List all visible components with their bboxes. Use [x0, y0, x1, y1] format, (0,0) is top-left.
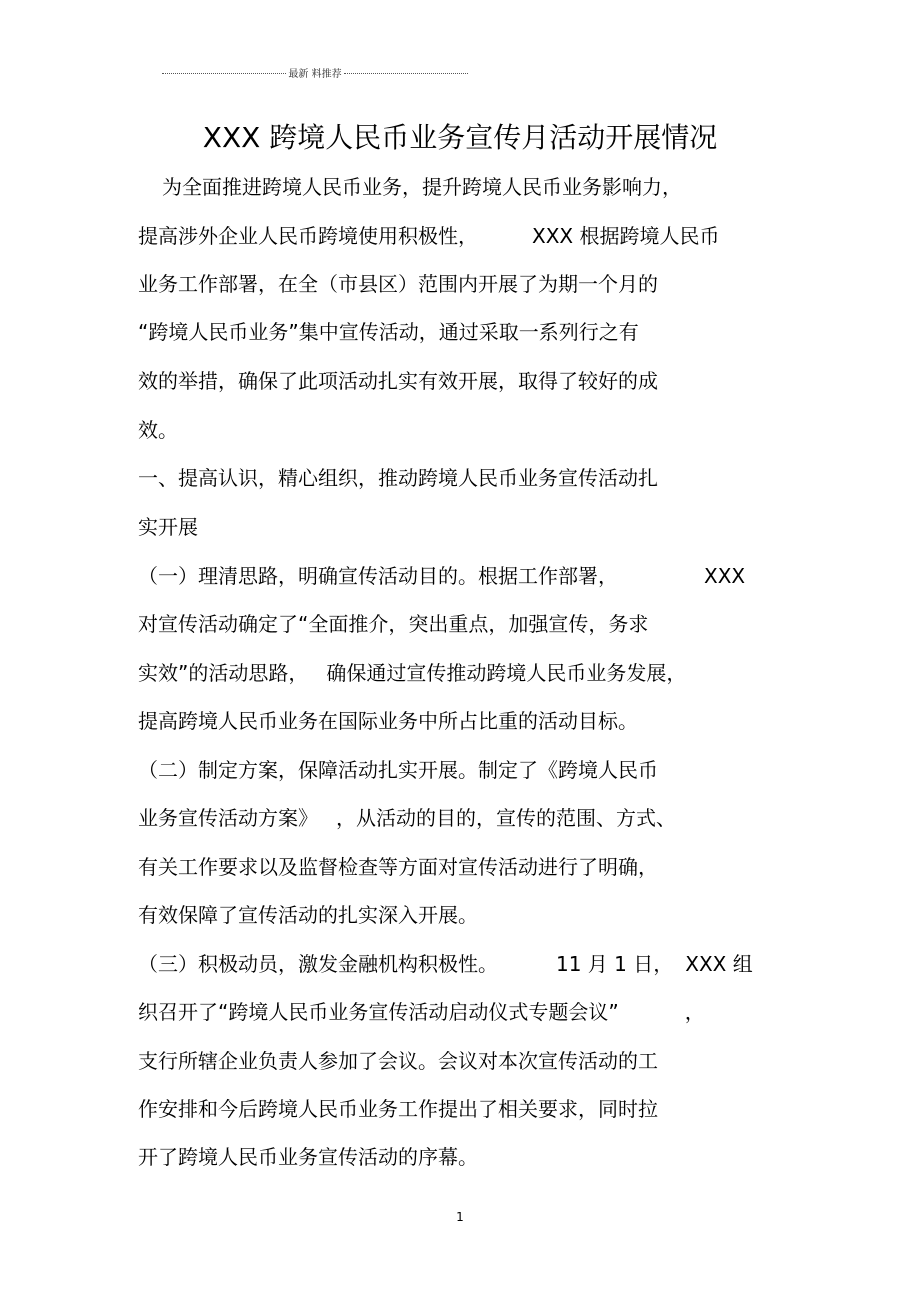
body-line: 提高跨境人民币业务在国际业务中所占比重的活动目标。 — [138, 709, 638, 733]
body-line: “跨境人民币业务”集中宣传活动，通过采取一系列行之有 — [138, 320, 639, 344]
header-dotted-rule-right — [344, 73, 468, 74]
body-line-segment: （三）积极动员，激发金融机构积极性。 — [138, 952, 498, 976]
body-line-segment: 11 月 1 日， — [556, 952, 674, 976]
body-line: 为全面推进跨境人民币业务，提升跨境人民币业务影响力， — [162, 175, 682, 199]
body-line-segment: ，从活动的目的，宣传的范围、方式、 — [336, 806, 676, 830]
section-heading: 一、提高认识，精心组织，推动跨境人民币业务宣传活动扎 — [138, 466, 658, 490]
body-line-segment: （一）理清思路，明确宣传活动目的。根据工作部署， — [138, 564, 618, 588]
body-line — [138, 950, 753, 978]
body-line: 效的举措，确保了此项活动扎实有效开展，取得了较好的成 — [138, 369, 658, 393]
body-line-segment: 确保通过宣传推动跨境人民币业务发展， — [326, 661, 687, 685]
body-line: 效。 — [138, 418, 178, 442]
header-dotted-rule-left — [162, 73, 286, 74]
body-line: 对宣传活动确定了“全面推介，突出重点，加强宣传，务求 — [138, 612, 649, 636]
body-line-segment: 织召开了“跨境人民币业务宣传活动启动仪式专题会议” — [138, 1000, 619, 1024]
body-line-segment: 提高涉外企业人民币跨境使用积极性， — [138, 224, 478, 248]
body-line — [138, 562, 745, 590]
body-line: 有关工作要求以及监督检查等方面对宣传活动进行了明确， — [138, 855, 658, 879]
body-line — [138, 659, 686, 687]
page-header — [162, 64, 468, 80]
body-line: 开了跨境人民币业务宣传活动的序幕。 — [138, 1145, 478, 1169]
body-line: （二）制定方案，保障活动扎实开展。制定了《跨境人民币 — [138, 758, 658, 782]
body-line: 支行所辖企业负责人参加了会议。会议对本次宣传活动的工 — [138, 1049, 658, 1073]
header-text: 最新 料推荐 — [288, 68, 342, 80]
body-line — [138, 998, 705, 1026]
body-line: 作安排和今后跨境人民币业务工作提出了相关要求，同时拉 — [138, 1097, 658, 1121]
body-line — [138, 804, 676, 832]
body-line — [138, 222, 719, 250]
body-line-segment: XXX 根据跨境人民币 — [532, 224, 720, 248]
body-line-segment: 实效”的活动思路， — [138, 661, 309, 685]
body-line-segment: XXX — [704, 564, 746, 588]
body-line: 业务工作部署，在全（市县区）范围内开展了为期一个月的 — [138, 272, 658, 296]
body-line-segment: 业务宣传活动方案》 — [138, 806, 318, 830]
page-number: 1 — [456, 1210, 464, 1224]
section-heading: 实开展 — [138, 515, 198, 539]
body-line: 有效保障了宣传活动的扎实深入开展。 — [138, 903, 478, 927]
document-title: XXX 跨境人民币业务宣传月活动开展情况 — [202, 121, 718, 154]
body-line-segment: ， — [684, 1000, 705, 1024]
body-line-segment: XXX 组 — [685, 952, 753, 976]
